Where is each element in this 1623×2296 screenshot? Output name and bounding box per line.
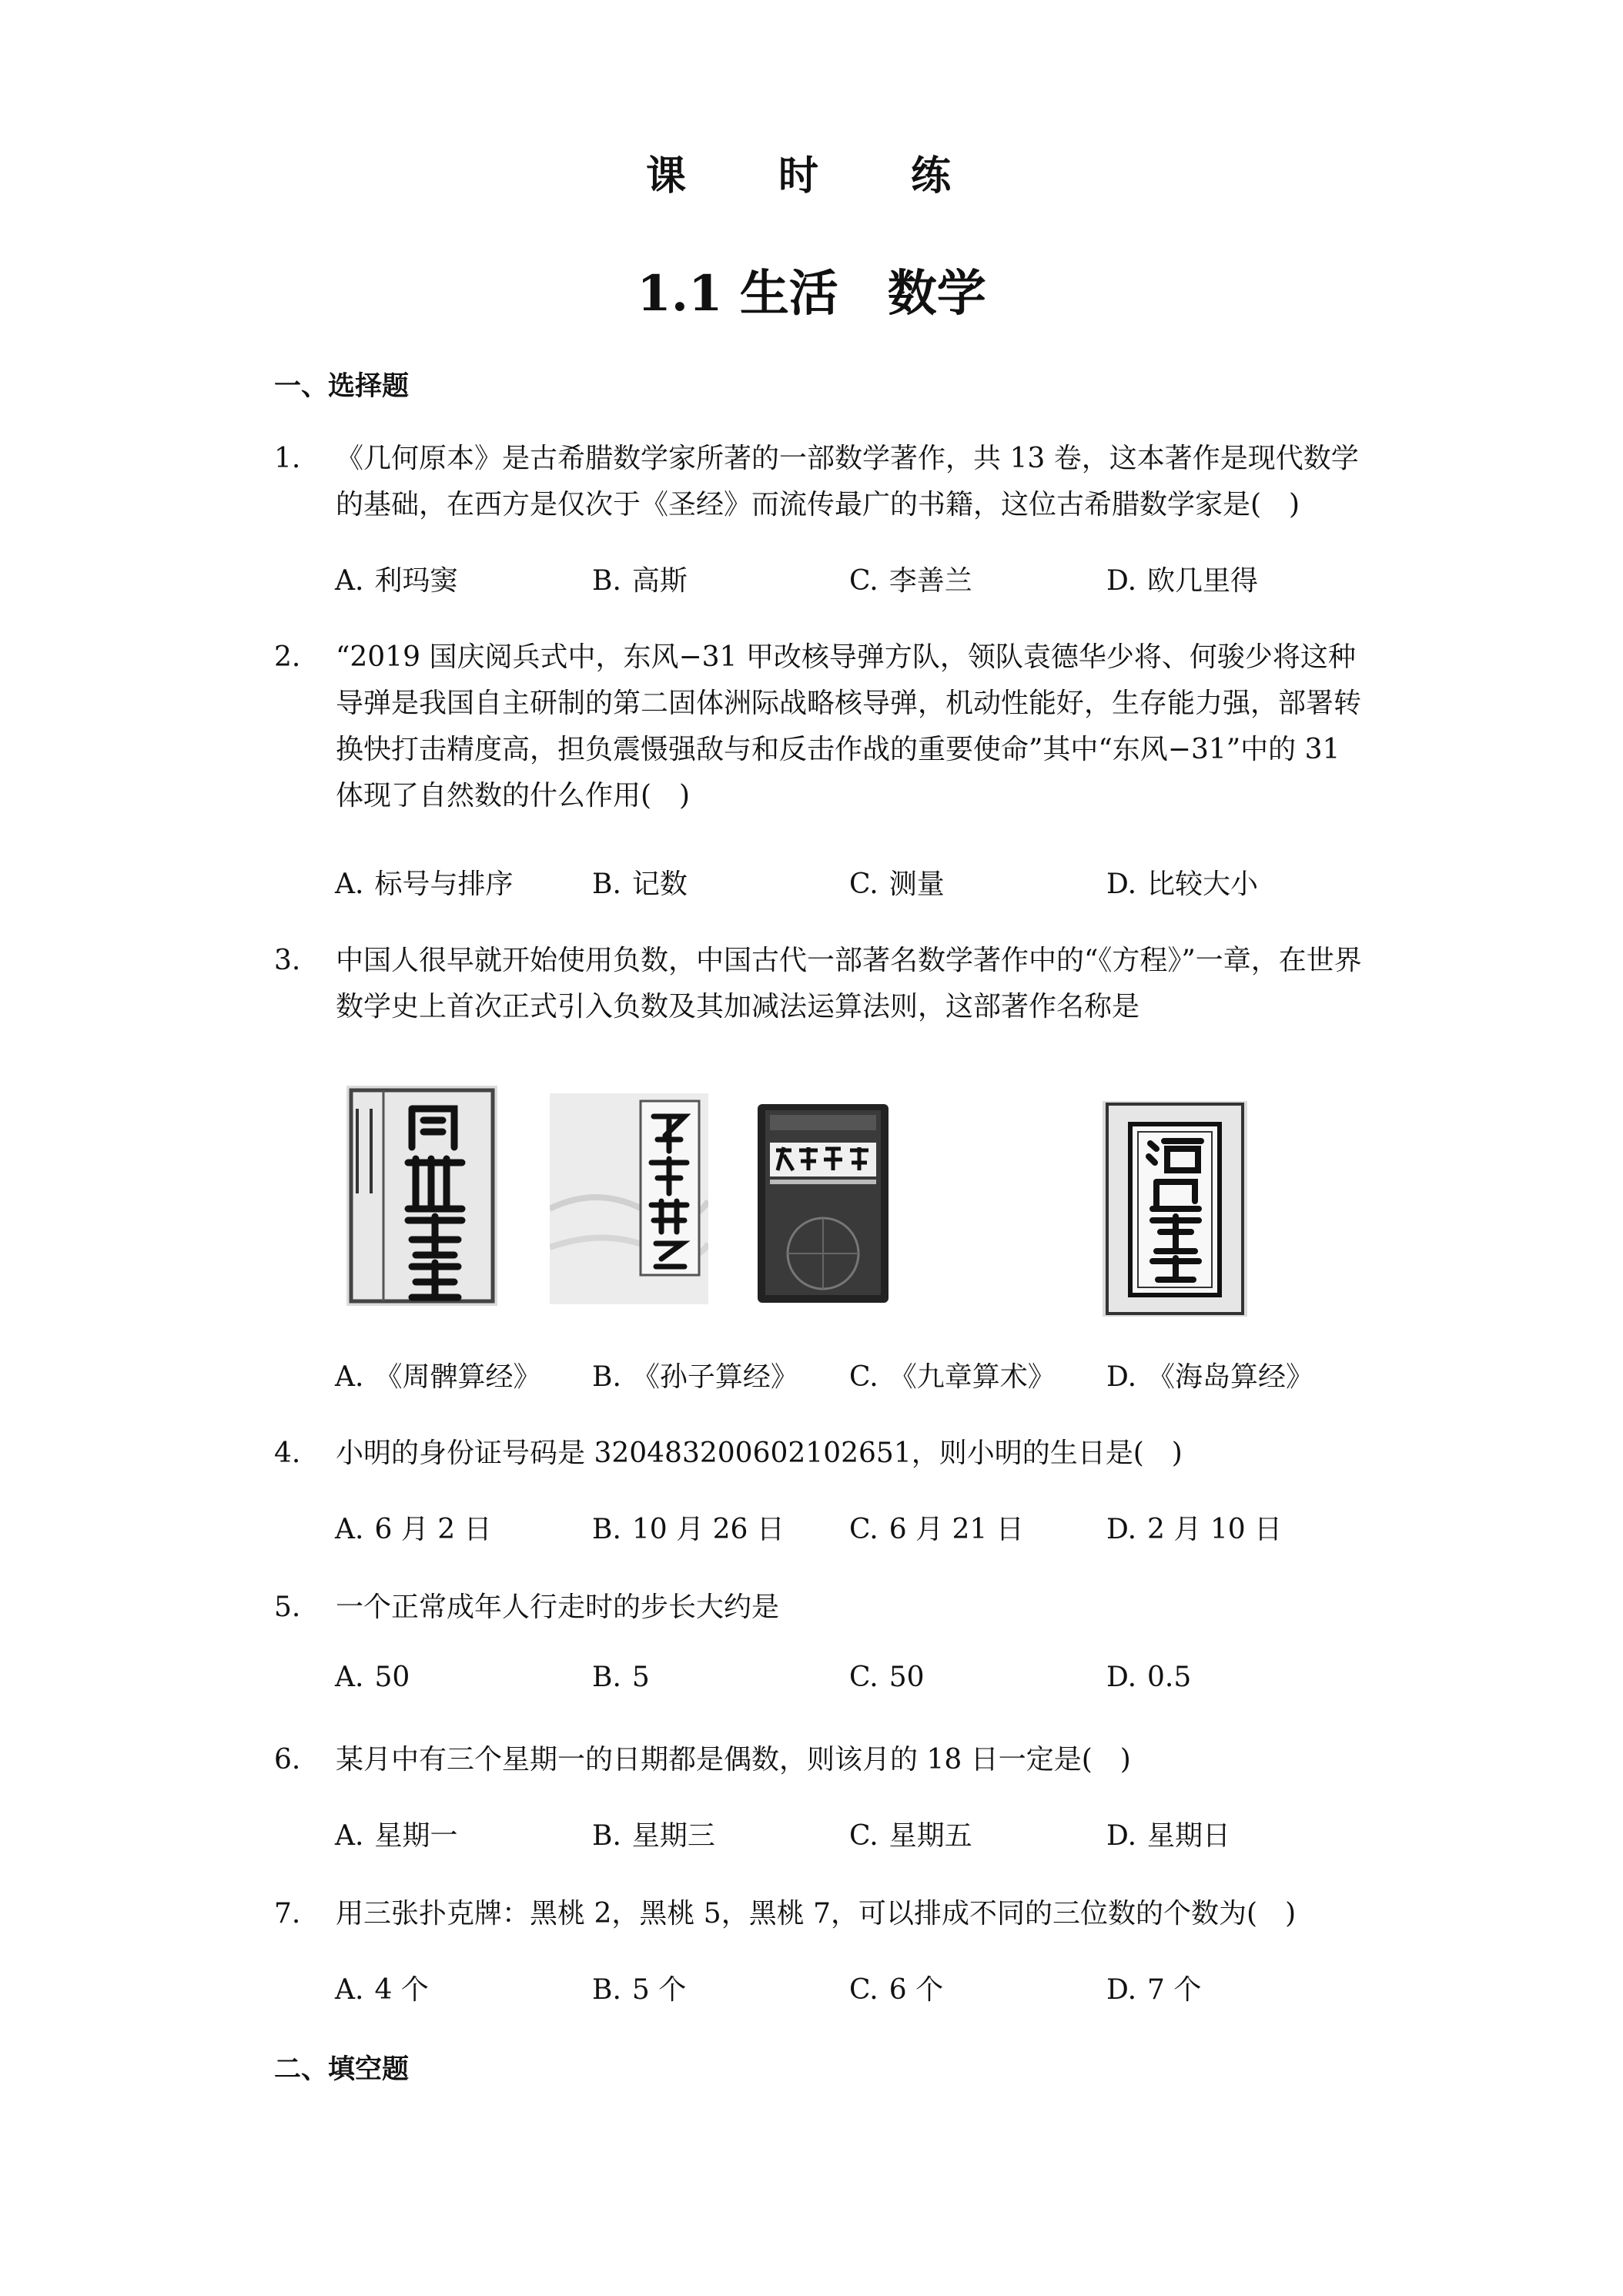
question-text: 中国人很早就开始使用负数，中国古代一部著名数学著作中的“《方程》”一章，在世界数学史上首次正式引入负数及其加减法运算法则，这部著作名称是 — [336, 945, 1362, 1022]
option-d: D. 星期日 — [1106, 1820, 1231, 1852]
option-a: A. 6 月 2 日 — [335, 1514, 492, 1545]
option-c: C. 星期五 — [849, 1820, 972, 1852]
option-b: B. 《孙子算经》 — [592, 1361, 798, 1393]
question-1 — [274, 436, 1367, 528]
option-a: A. 标号与排序 — [335, 869, 514, 900]
jiuzhang-suanshu-cover-image — [755, 1099, 892, 1306]
option-c: C. 测量 — [849, 869, 945, 900]
question-4 — [274, 1431, 1367, 1477]
option-b: B. 星期三 — [592, 1820, 715, 1852]
lesson-title: 1.1 生活 数学 — [637, 265, 986, 323]
options-q6 — [335, 1814, 1428, 1860]
option-a: A. 利玛窦 — [335, 565, 458, 597]
question-text: 小明的身份证号码是 320483200602102651，则小明的生日是( ) — [336, 1438, 1183, 1469]
question-text: “2019 国庆阅兵式中，东风−31 甲改核导弹方队，领队袁德华少将、何骏少将这种导弹是我国自主研制的第二固体洲际战略核导弹，机动性能好，生存能力强，部署转换快打击精度高，担负震慑强敌与和反击作战的重要使命”其中“东风−31”中的 31 体现了自然数的什么作用( ) — [336, 641, 1362, 812]
section-heading-fill-blank: 二、填空题 — [274, 2053, 410, 2085]
option-b: B. 记数 — [592, 869, 688, 900]
option-c: C. 《九章算术》 — [849, 1361, 1056, 1393]
zhoubi-suanjing-cover-image — [346, 1086, 497, 1306]
question-text: 《几何原本》是古希腊数学家所著的一部数学著作，共 13 卷，这本著作是现代数学的基础，在西方是仅次于《圣经》而流传最广的书籍，这位古希腊数学家是( ) — [336, 443, 1359, 520]
option-d: D. 2 月 10 日 — [1106, 1514, 1283, 1545]
question-2 — [274, 634, 1367, 819]
option-a: A. 50 — [335, 1662, 410, 1693]
option-c: C. 6 个 — [849, 1974, 944, 2006]
option-a: A. 《周髀算经》 — [335, 1361, 541, 1393]
question-text: 一个正常成年人行走时的步长大约是 — [336, 1591, 780, 1623]
question-number: 3. — [274, 945, 301, 976]
option-d: D. 《海岛算经》 — [1106, 1361, 1314, 1393]
page-title: 课 时 练 — [645, 152, 977, 199]
option-d: D. 0.5 — [1106, 1662, 1192, 1693]
question-number: 6. — [274, 1744, 301, 1776]
question-3 — [274, 938, 1367, 1030]
question-number: 5. — [274, 1591, 301, 1623]
option-d: D. 欧几里得 — [1106, 565, 1259, 597]
options-q5 — [335, 1662, 1428, 1708]
section-heading-choice: 一、选择题 — [274, 370, 410, 402]
options-q2 — [335, 862, 1428, 909]
options-q1 — [335, 559, 1428, 605]
haidao-suanjing-cover-image — [1103, 1101, 1247, 1317]
sunzi-suanjing-cover-image — [550, 1093, 708, 1304]
options-q3 — [335, 1355, 1428, 1401]
option-a: A. 4 个 — [335, 1974, 429, 2006]
question-6 — [274, 1737, 1367, 1783]
question-number: 2. — [274, 641, 301, 673]
option-a: A. 星期一 — [335, 1820, 458, 1852]
question-text: 某月中有三个星期一的日期都是偶数，则该月的 18 日一定是( ) — [336, 1744, 1131, 1776]
question-number: 4. — [274, 1438, 301, 1469]
options-q4 — [335, 1508, 1428, 1554]
option-d: D. 7 个 — [1106, 1974, 1202, 2006]
option-b: B. 5 — [592, 1662, 650, 1693]
option-b: B. 5 个 — [592, 1974, 687, 2006]
question-number: 7. — [274, 1898, 301, 1930]
option-d: D. 比较大小 — [1106, 869, 1259, 900]
option-b: B. 10 月 26 日 — [592, 1514, 785, 1545]
option-b: B. 高斯 — [592, 565, 688, 597]
question-5 — [274, 1585, 1367, 1631]
option-c: C. 50 — [849, 1662, 925, 1693]
option-c: C. 6 月 21 日 — [849, 1514, 1024, 1545]
question-7 — [274, 1891, 1367, 1937]
option-c: C. 李善兰 — [849, 565, 972, 597]
question-number: 1. — [274, 443, 301, 474]
question-text: 用三张扑克牌：黑桃 2，黑桃 5，黑桃 7，可以排成不同的三位数的个数为( ) — [336, 1898, 1297, 1930]
options-q7 — [335, 1968, 1428, 2014]
